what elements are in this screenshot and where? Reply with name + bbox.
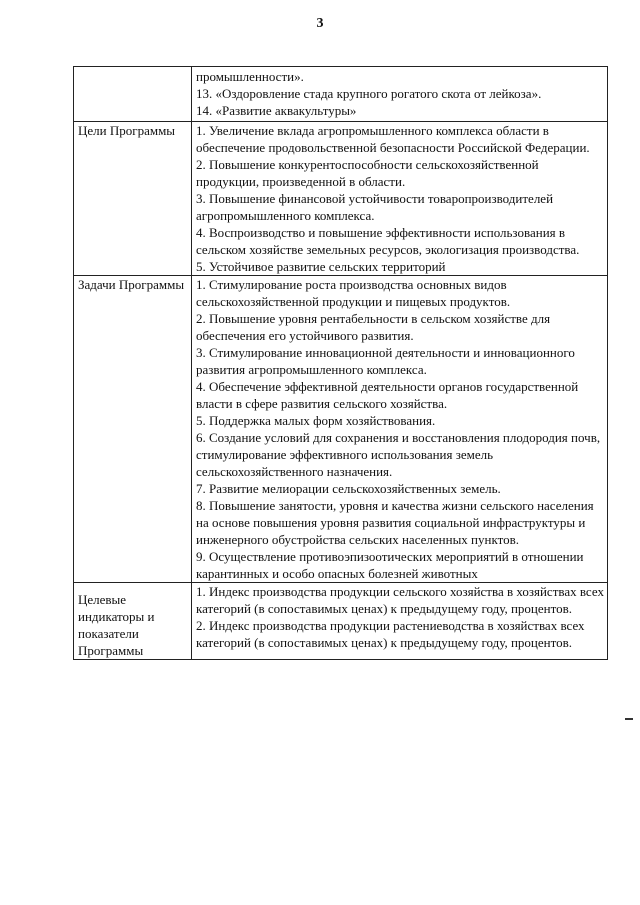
list-item: 1. Индекс производства продукции сельского хозяйства в хозяйствах всех категорий (в сопоставимых ценах) к предыдущему году, процентов. — [196, 584, 604, 616]
list-item: 2. Повышение конкурентоспособности сельскохозяйственной продукции, произведенной в области. — [196, 157, 539, 189]
list-item: 9. Осуществление противоэпизоотических мероприятий в отношении карантинных и особо опасных болезней животных — [196, 549, 584, 581]
list-item: 4. Воспроизводство и повышение эффективности использования в сельском хозяйстве земельных ресурсов, экологизация производства. — [196, 225, 580, 257]
row-content — [192, 122, 608, 276]
list-item: 8. Повышение занятости, уровня и качества жизни сельского населения на основе повышения уровня развития социальной инфраструктуры и инженерного обустройства сельских населенных пунктов. — [196, 498, 594, 547]
list-item: 3. Повышение финансовой устойчивости товаропроизводителей агропромышленного комплекса. — [196, 191, 554, 223]
list-item: 1. Стимулирование роста производства основных видов сельскохозяйственной продукции и пищевых продуктов. — [196, 277, 511, 309]
row-label: Задачи Программы — [74, 276, 192, 583]
list-item: 13. «Оздоровление стада крупного рогатого скота от лейкоза». — [196, 86, 542, 101]
list-item: 14. «Развитие аквакультуры» — [196, 103, 357, 118]
row-label: Целевые индикаторы и показатели Программы — [74, 583, 192, 660]
row-content — [192, 583, 608, 660]
list-item: 2. Индекс производства продукции растениеводства в хозяйствах всех категорий (в сопоставимых ценах) к предыдущему году, процентов. — [196, 618, 585, 650]
table-row-continuation — [74, 67, 608, 122]
row-content — [192, 276, 608, 583]
program-passport-table — [73, 66, 608, 660]
list-item: 7. Развитие мелиорации сельскохозяйственных земель. — [196, 481, 501, 496]
table-row-goals — [74, 122, 608, 276]
list-item: 6. Создание условий для сохранения и восстановления плодородия почв, стимулирование эффективного использования земель сельскохозяйственного назначения. — [196, 430, 601, 479]
row-content — [192, 67, 608, 122]
margin-mark — [625, 718, 633, 720]
list-item: 1. Увеличение вклада агропромышленного комплекса области в обеспечение продовольственной безопасности Российской Федерации. — [196, 123, 590, 155]
row-label — [74, 67, 192, 122]
table-row-indicators — [74, 583, 608, 660]
table-row-tasks — [74, 276, 608, 583]
page-number: 3 — [316, 16, 324, 31]
list-item: 5. Поддержка малых форм хозяйствования. — [196, 413, 436, 428]
list-item: 5. Устойчивое развитие сельских территорий — [196, 259, 446, 274]
list-item: промышленности». — [196, 69, 304, 84]
list-item: 4. Обеспечение эффективной деятельности органов государственной власти в сфере развития сельского хозяйства. — [196, 379, 579, 411]
list-item: 3. Стимулирование инновационной деятельности и инновационного развития агропромышленного комплекса. — [196, 345, 575, 377]
list-item: 2. Повышение уровня рентабельности в сельском хозяйстве для обеспечения его устойчивого развития. — [196, 311, 551, 343]
row-label: Цели Программы — [74, 122, 192, 276]
